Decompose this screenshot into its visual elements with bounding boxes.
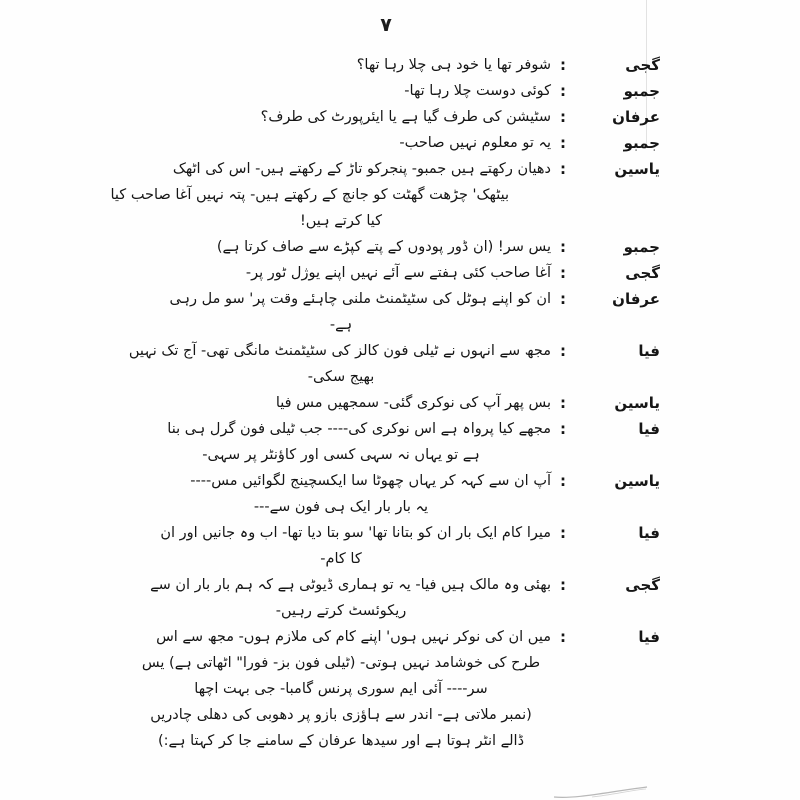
colon-separator: :	[560, 56, 566, 74]
dialogue-line: ہے-	[329, 317, 353, 333]
dialogue-text	[131, 572, 551, 624]
dialogue-line: دھیان رکھتے ہیں جمبو- پنجرکو تاڑ کے رکھتے ہیں- اس کی اٹھک	[172, 161, 551, 177]
colon-separator: :	[560, 472, 566, 490]
dialogue-text	[128, 338, 551, 390]
dialogue-entry	[0, 78, 660, 104]
dialogue-entry	[0, 572, 660, 624]
colon-separator: :	[560, 264, 566, 282]
dialogue-line: میں ان کی نوکر نہیں ہوں' اپنے کام کی ملازم ہوں- مجھ سے اس	[156, 629, 551, 645]
dialogue-text	[131, 130, 551, 156]
dialogue-text	[131, 624, 551, 754]
speaker-name: جمبو	[623, 238, 660, 256]
speaker-name: گجی	[625, 576, 660, 594]
speaker-name: فیا	[638, 524, 660, 542]
colon-separator: :	[560, 82, 566, 100]
dialogue-line: آغا صاحب کئی ہفتے سے آئے نہیں اپنے یوژل ٹور پر-	[245, 265, 551, 281]
dialogue-entry	[0, 468, 660, 520]
speaker-name: فیا	[638, 342, 660, 360]
dialogue-line: یہ تو معلوم نہیں صاحب-	[399, 135, 551, 151]
dialogue-text	[131, 468, 551, 520]
pencil-mark	[552, 784, 652, 800]
dialogue-block	[0, 52, 800, 754]
dialogue-entry	[0, 624, 660, 754]
colon-separator: :	[560, 134, 566, 152]
dialogue-text	[131, 260, 551, 286]
speaker-name: فیا	[638, 628, 660, 646]
dialogue-entry	[0, 234, 660, 260]
dialogue-line: کیا کرتے ہیں!	[299, 213, 383, 229]
dialogue-line: بیٹھک' چڑھت گھٹت کو جانچ کے رکھتے ہیں- پتہ نہیں آغا صاحب کیا	[110, 187, 509, 203]
dialogue-entry	[0, 104, 660, 130]
colon-separator: :	[560, 524, 566, 542]
dialogue-line: بھئی وہ مالک ہیں فیا- یہ تو ہماری ڈیوٹی ہے کہ ہم بار بار ان سے	[150, 577, 551, 593]
dialogue-text	[131, 390, 551, 416]
dialogue-text	[131, 52, 551, 78]
dialogue-line: سٹیشن کی طرف گیا ہے یا ایئرپورٹ کی طرف؟	[260, 109, 551, 125]
colon-separator: :	[560, 108, 566, 126]
speaker-name: جمبو	[623, 82, 660, 100]
dialogue-line: آپ ان سے کہہ کر یہاں چھوٹا سا ایکسچینج لگوائیں مس----	[190, 473, 551, 489]
colon-separator: :	[560, 160, 566, 178]
speaker-name: گجی	[625, 264, 660, 282]
speaker-name: گجی	[625, 56, 660, 74]
dialogue-line: مجھے کیا پرواہ ہے اس نوکری کی---- جب ٹیلی فون گرل ہی بنا	[167, 421, 551, 437]
speaker-name: یاسین	[614, 472, 660, 490]
dialogue-entry	[0, 520, 660, 572]
dialogue-line: یس سر! (ان ڈور پودوں کے پتے کپڑے سے صاف کرتا ہے)	[216, 239, 551, 255]
speaker-name: یاسین	[614, 394, 660, 412]
dialogue-line: ہے تو یہاں نہ سہی کسی اور کاؤنٹر پر سہی-	[202, 447, 480, 463]
dialogue-text	[110, 156, 551, 234]
dialogue-entry	[0, 260, 660, 286]
dialogue-entry	[0, 416, 660, 468]
dialogue-text	[131, 520, 551, 572]
speaker-name: فیا	[638, 420, 660, 438]
page-number: ۷	[380, 14, 392, 36]
dialogue-line: میرا کام ایک بار ان کو بتانا تھا' سو بتا دیا تھا- اب وہ جانیں اور ان	[160, 525, 551, 541]
dialogue-line: سر---- آئی ایم سوری پرنس گامبا- جی بہت اچھا	[194, 681, 488, 697]
colon-separator: :	[560, 290, 566, 308]
speaker-name: عرفان	[612, 108, 660, 126]
colon-separator: :	[560, 420, 566, 438]
dialogue-text	[131, 416, 551, 468]
stage-direction-line: (نمبر ملاتی ہے- اندر سے ہاؤزی بازو پر دھوبی کی دھلی چادریں	[150, 707, 532, 723]
stage-direction-line: ڈالے انٹر ہوتا ہے اور سیدھا عرفان کے سامنے جا کر کہتا ہے:)	[157, 733, 525, 749]
speaker-name: جمبو	[623, 134, 660, 152]
dialogue-entry	[0, 156, 660, 234]
dialogue-line: بھیج سکی-	[307, 369, 375, 385]
dialogue-entry	[0, 390, 660, 416]
dialogue-entry	[0, 338, 660, 390]
dialogue-line: ریکوئسٹ کرتے رہیں-	[275, 603, 407, 619]
colon-separator: :	[560, 342, 566, 360]
dialogue-entry	[0, 130, 660, 156]
dialogue-line: ان کو اپنے ہوٹل کی سٹیٹمنٹ ملنی چاہئے وقت پر' سو مل رہی	[169, 291, 551, 307]
dialogue-text	[131, 104, 551, 130]
dialogue-line: کوئی دوست چلا رہا تھا-	[404, 83, 551, 99]
dialogue-text	[131, 286, 551, 338]
speaker-name: یاسین	[614, 160, 660, 178]
dialogue-text	[131, 234, 551, 260]
colon-separator: :	[560, 576, 566, 594]
speaker-name: عرفان	[612, 290, 660, 308]
dialogue-entry	[0, 52, 660, 78]
dialogue-text	[131, 78, 551, 104]
dialogue-line: مجھ سے انہوں نے ٹیلی فون کالز کی سٹیٹمنٹ مانگی تھی- آج تک نہیں	[128, 343, 551, 359]
colon-separator: :	[560, 628, 566, 646]
dialogue-line: بس پھر آپ کی نوکری گئی- سمجھیں مس فیا	[275, 395, 551, 411]
dialogue-line: کا کام-	[320, 551, 362, 567]
colon-separator: :	[560, 394, 566, 412]
dialogue-line: طرح کی خوشامد نہیں ہوتی- (ٹیلی فون بز- فورا" اٹھاتی ہے) یس	[141, 655, 541, 671]
dialogue-line: شوفر تھا یا خود ہی چلا رہا تھا؟	[356, 57, 551, 73]
dialogue-line: یہ بار بار ایک ہی فون سے---	[253, 499, 429, 515]
colon-separator: :	[560, 238, 566, 256]
dialogue-entry	[0, 286, 660, 338]
